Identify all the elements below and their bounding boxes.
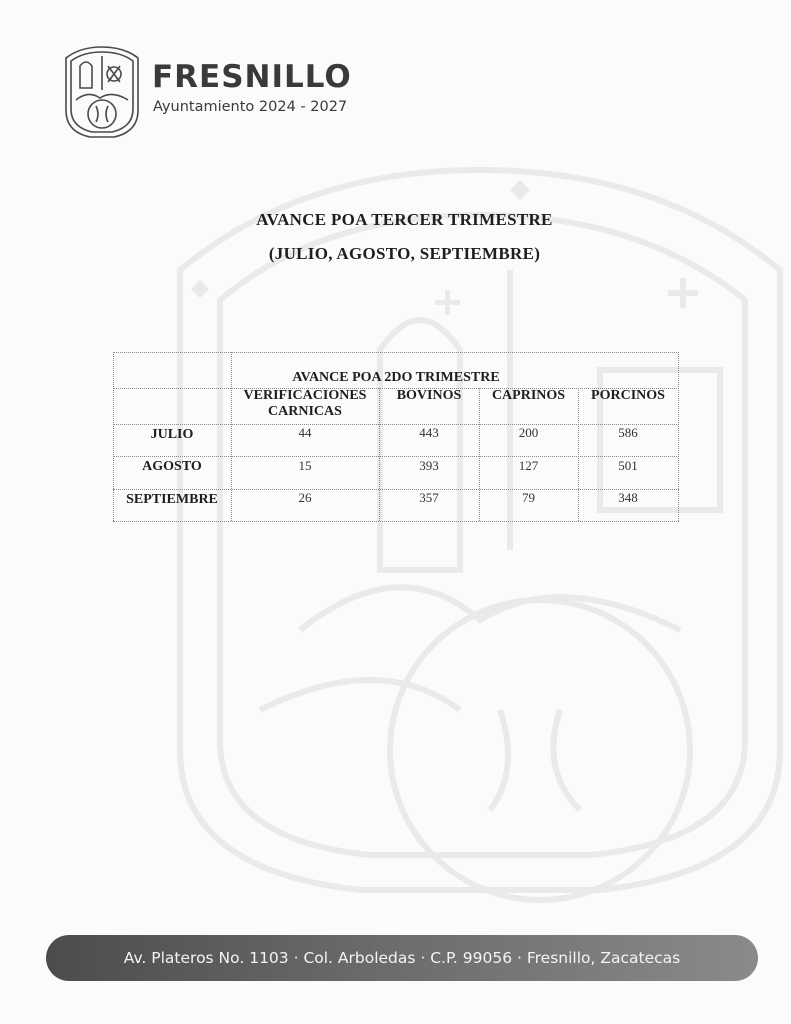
table-rule (113, 352, 679, 353)
table-cell: 26 (298, 490, 312, 505)
table-cell: 127 (518, 458, 539, 473)
table-cell: 357 (419, 490, 439, 505)
table-cell: 79 (522, 490, 535, 505)
table-cell: 44 (298, 425, 312, 440)
column-header-verificaciones: VERIFICACIONES CARNICAS (243, 388, 367, 419)
watermark-emblem (160, 150, 791, 910)
table-cell: 393 (419, 458, 439, 473)
document-subtitle: (JULIO, AGOSTO, SEPTIEMBRE) (268, 244, 541, 263)
table-cell: 15 (298, 458, 312, 473)
table-caption: AVANCE POA 2DO TRIMESTRE (292, 370, 500, 385)
column-header-porcinos: PORCINOS (591, 388, 665, 403)
footer-address-bar (46, 935, 758, 981)
fresnillo-shield-logo (62, 44, 142, 142)
table-cell: 443 (419, 425, 439, 440)
table-cell: 586 (618, 425, 638, 440)
document-title: AVANCE POA TERCER TRIMESTRE (256, 210, 553, 229)
brand-subtitle: Ayuntamiento 2024 - 2027 (153, 99, 348, 115)
row-label-julio: JULIO (150, 427, 194, 442)
table-rule (113, 521, 679, 522)
column-header-caprinos: CAPRINOS (491, 388, 566, 403)
footer-address: Av. Plateros No. 1103 · Col. Arboledas · C.P. 99056 · Fresnillo, Zacatecas (123, 949, 681, 967)
brand-name: FRESNILLO (152, 59, 352, 95)
table-rule (678, 352, 679, 521)
row-label-agosto: AGOSTO (142, 459, 202, 474)
table-rule (113, 456, 679, 457)
column-header-bovinos: BOVINOS (396, 388, 462, 403)
table-cell: 200 (518, 425, 539, 440)
table-cell: 348 (618, 490, 638, 505)
table-cell: 501 (618, 458, 638, 473)
poa-table (113, 352, 679, 522)
row-label-septiembre: SEPTIEMBRE (126, 492, 218, 507)
